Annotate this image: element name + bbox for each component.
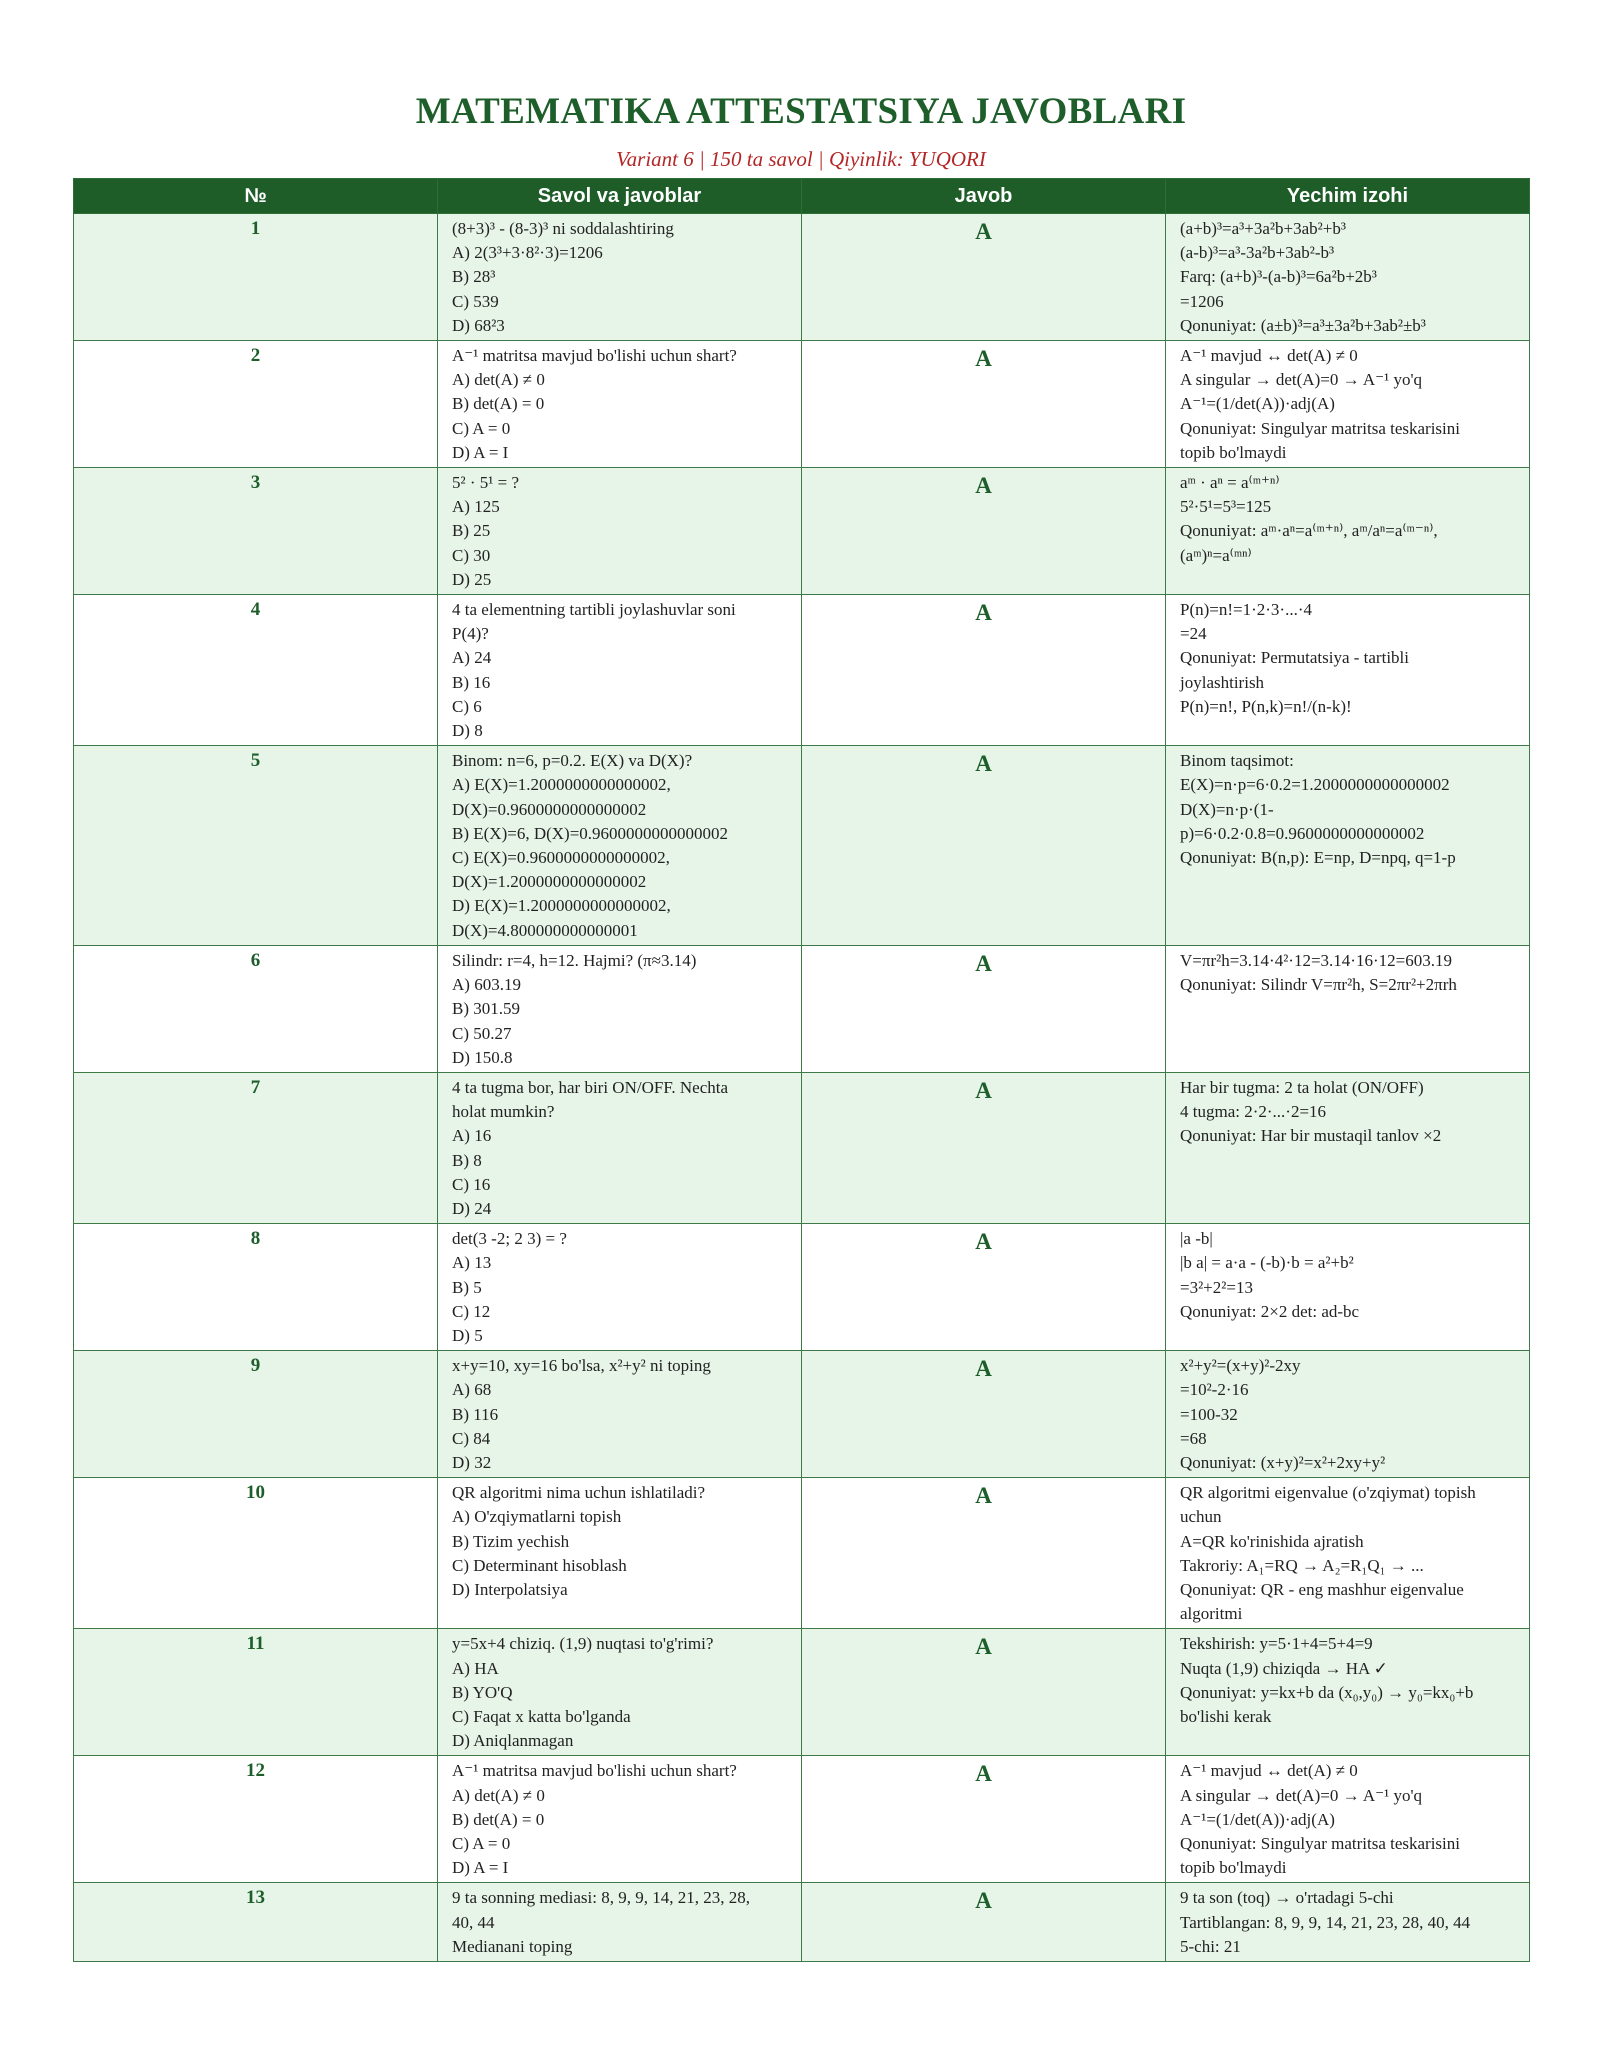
solution-line: Qonuniyat: Permutatsiya - tartibli	[1180, 648, 1409, 668]
solution-line: A⁻¹ mavjud ↔ det(A) ≠ 0	[1180, 346, 1358, 366]
question-number: 2	[74, 341, 438, 468]
question-line: D) Interpolatsiya	[452, 1579, 568, 1599]
solution-line: D(X)=n·p·(1-	[1180, 799, 1274, 819]
question-cell	[438, 1629, 802, 1756]
solution-line: A singular → det(A)=0 → A⁻¹ yo'q	[1180, 1785, 1423, 1805]
question-cell	[438, 945, 802, 1072]
question-line: C) A = 0	[452, 418, 511, 438]
question-line: C) 50.27	[452, 1023, 512, 1043]
answers-table	[73, 178, 1530, 1962]
question-line: B) YO'Q	[452, 1682, 513, 1702]
table-header-row	[74, 179, 1530, 214]
table-row	[74, 214, 1530, 341]
solution-line: P(n)=n!, P(n,k)=n!/(n-k)!	[1180, 696, 1352, 716]
solution-line: A singular → det(A)=0 → A⁻¹ yo'q	[1180, 370, 1423, 390]
question-line: D) 150.8	[452, 1047, 513, 1067]
solution-line: Qonuniyat: Singulyar matritsa teskarisini	[1180, 418, 1460, 438]
solution-line: Tartiblangan: 8, 9, 9, 14, 21, 23, 28, 40, 44	[1180, 1912, 1471, 1932]
solution-line: Qonuniyat: Singulyar matritsa teskarisini	[1180, 1834, 1460, 1853]
page-subtitle: Variant 6 | 150 ta savol | Qiyinlik: YUQORI	[616, 147, 986, 171]
question-line: C) 16	[452, 1174, 491, 1194]
question-number: 7	[74, 1072, 438, 1223]
solution-line: Qonuniyat: aᵐ·aⁿ=a⁽ᵐ⁺ⁿ⁾, aᵐ/aⁿ=a⁽ᵐ⁻ⁿ⁾,	[1180, 521, 1438, 541]
question-text: 9 ta sonning mediasi: 8, 9, 9, 14, 21, 23, 28,	[452, 1888, 750, 1908]
solution-cell	[1166, 1351, 1530, 1478]
question-line: 40, 44	[452, 1912, 495, 1932]
table-row	[74, 1629, 1530, 1756]
solution-cell	[1166, 1224, 1530, 1351]
question-number: 6	[74, 945, 438, 1072]
answer-letter: A	[802, 1629, 1166, 1756]
table-row	[74, 945, 1530, 1072]
question-cell	[438, 468, 802, 595]
solution-line: topib bo'lmaydi	[1180, 442, 1287, 462]
header-solution: Yechim izohi	[1166, 179, 1530, 214]
question-line: A) HA	[452, 1658, 499, 1678]
solution-line: Qonuniyat: (a±b)³=a³±3a²b+3ab²±b³	[1180, 315, 1426, 335]
solution-line: =1206	[1180, 291, 1224, 311]
question-line: A) det(A) ≠ 0	[452, 370, 545, 390]
question-number: 13	[74, 1883, 438, 1962]
question-cell	[438, 1478, 802, 1629]
question-line: D(X)=0.9600000000000002	[452, 799, 647, 819]
question-cell	[438, 1351, 802, 1478]
question-text: Silindr: r=4, h=12. Hajmi? (π≈3.14)	[452, 950, 697, 970]
question-line: D) 24	[452, 1198, 492, 1218]
question-number: 8	[74, 1224, 438, 1351]
solution-cell	[1166, 1756, 1530, 1883]
solution-cell	[1166, 945, 1530, 1072]
solution-line: Farq: (a+b)³-(a-b)³=6a²b+2b³	[1180, 267, 1377, 287]
question-text: x+y=10, xy=16 bo'lsa, x²+y² ni toping	[452, 1356, 711, 1376]
solution-line: =100-32	[1180, 1404, 1238, 1424]
table-row	[74, 1478, 1530, 1629]
question-line: B) 16	[452, 672, 491, 692]
solution-line: (a-b)³=a³-3a²b+3ab²-b³	[1180, 243, 1335, 263]
table-row	[74, 746, 1530, 946]
question-line: C) Determinant hisoblash	[452, 1555, 627, 1575]
solution-line: =10²-2·16	[1180, 1380, 1249, 1400]
solution-line: Tekshirish: y=5·1+4=5+4=9	[1180, 1634, 1373, 1654]
question-line: holat mumkin?	[452, 1102, 555, 1122]
answer-letter: A	[802, 1883, 1166, 1962]
answer-letter: A	[802, 468, 1166, 595]
answer-letter: A	[802, 1224, 1166, 1351]
table-row	[74, 341, 1530, 468]
question-text: det(3 -2; 2 3) = ?	[452, 1229, 567, 1249]
table-row	[74, 1072, 1530, 1223]
answer-letter: A	[802, 945, 1166, 1072]
solution-line: A⁻¹=(1/det(A))·adj(A)	[1180, 394, 1335, 414]
solution-line: V=πr²h=3.14·4²·12=3.14·16·12=603.19	[1180, 950, 1452, 970]
solution-line: (aᵐ)ⁿ=a⁽ᵐⁿ⁾	[1180, 545, 1252, 565]
answer-letter: A	[802, 1351, 1166, 1478]
solution-line: Qonuniyat: Silindr V=πr²h, S=2πr²+2πrh	[1180, 975, 1457, 995]
page-title: MATEMATIKA ATTESTATSIYA JAVOBLARI	[415, 91, 1187, 132]
question-text: (8+3)³ - (8-3)³ ni soddalashtiring	[452, 219, 674, 238]
solution-line: aᵐ · aⁿ = a⁽ᵐ⁺ⁿ⁾	[1180, 473, 1280, 493]
question-line: C) 84	[452, 1428, 491, 1448]
solution-line: Har bir tugma: 2 ta holat (ON/OFF)	[1180, 1077, 1424, 1097]
header-question: Savol va javoblar	[438, 179, 802, 214]
question-line: D) 5	[452, 1325, 483, 1345]
question-line: Medianani toping	[452, 1936, 573, 1956]
table-body	[74, 214, 1530, 1962]
solution-line: Nuqta (1,9) chiziqda → HA ✓	[1180, 1658, 1388, 1678]
question-cell	[438, 1883, 802, 1962]
solution-line: =3²+2²=13	[1180, 1277, 1253, 1297]
question-line: D) Aniqlanmagan	[452, 1731, 574, 1751]
header-number: №	[74, 179, 438, 214]
solution-line: x²+y²=(x+y)²-2xy	[1180, 1356, 1301, 1376]
question-text: QR algoritmi nima uchun ishlatiladi?	[452, 1483, 706, 1503]
question-line: B) 28³	[452, 267, 496, 287]
solution-line: 4 tugma: 2·2·...·2=16	[1180, 1102, 1327, 1122]
question-text: A⁻¹ matritsa mavjud bo'lishi uchun shart?	[452, 346, 737, 366]
answer-letter: A	[802, 746, 1166, 946]
document-page	[73, 84, 1529, 1962]
question-line: D) A = I	[452, 1858, 509, 1878]
solution-line: 5-chi: 21	[1180, 1936, 1241, 1956]
solution-cell	[1166, 1629, 1530, 1756]
question-line: C) E(X)=0.9600000000000002,	[452, 848, 670, 868]
solution-cell	[1166, 214, 1530, 341]
question-cell	[438, 1072, 802, 1223]
question-line: D) 32	[452, 1452, 492, 1472]
question-line: D) 25	[452, 569, 492, 589]
solution-cell	[1166, 1883, 1530, 1962]
solution-line: topib bo'lmaydi	[1180, 1858, 1287, 1878]
solution-line: QR algoritmi eigenvalue (o'zqiymat) topish	[1180, 1483, 1476, 1503]
question-cell	[438, 1224, 802, 1351]
question-number: 12	[74, 1756, 438, 1883]
answer-letter: A	[802, 341, 1166, 468]
question-line: A) 16	[452, 1126, 492, 1146]
table-row	[74, 595, 1530, 746]
question-text: 5² · 5¹ = ?	[452, 473, 519, 493]
question-line: A) E(X)=1.2000000000000002,	[452, 775, 671, 795]
answer-letter: A	[802, 1478, 1166, 1629]
question-line: C) Faqat x katta bo'lganda	[452, 1706, 631, 1726]
solution-line: Qonuniyat: QR - eng mashhur eigenvalue	[1180, 1579, 1464, 1599]
question-cell	[438, 341, 802, 468]
question-number: 9	[74, 1351, 438, 1478]
answer-letter: A	[802, 595, 1166, 746]
solution-line: algoritmi	[1180, 1604, 1243, 1624]
solution-line: E(X)=n·p=6·0.2=1.2000000000000002	[1180, 775, 1450, 795]
question-line: D) E(X)=1.2000000000000002,	[452, 896, 671, 916]
solution-line: p)=6·0.2·0.8=0.9600000000000002	[1180, 823, 1425, 843]
question-line: D(X)=4.800000000000001	[452, 920, 638, 940]
solution-cell	[1166, 595, 1530, 746]
question-line: A) 125	[452, 497, 500, 517]
table-row	[74, 1756, 1530, 1883]
question-line: B) Tizim yechish	[452, 1531, 570, 1551]
solution-line: Qonuniyat: (x+y)²=x²+2xy+y²	[1180, 1452, 1386, 1472]
solution-cell	[1166, 746, 1530, 946]
question-line: A) 2(3³+3·8²·3)=1206	[452, 243, 603, 263]
question-cell	[438, 214, 802, 341]
question-line: A) 13	[452, 1253, 492, 1273]
question-line: C) A = 0	[452, 1834, 511, 1853]
question-line: B) 116	[452, 1404, 499, 1424]
answer-letter: A	[802, 1756, 1166, 1883]
question-line: B) 8	[452, 1150, 482, 1170]
solution-cell	[1166, 1072, 1530, 1223]
table-row	[74, 468, 1530, 595]
solution-line: Qonuniyat: 2×2 det: ad-bc	[1180, 1301, 1360, 1321]
question-line: A) 68	[452, 1380, 492, 1400]
question-line: A) O'zqiymatlarni topish	[452, 1507, 622, 1527]
question-line: A) 24	[452, 648, 492, 668]
solution-cell	[1166, 1478, 1530, 1629]
solution-cell	[1166, 468, 1530, 595]
solution-line: Qonuniyat: B(n,p): E=np, D=npq, q=1-p	[1180, 848, 1456, 868]
header-answer: Javob	[802, 179, 1166, 214]
solution-line: Qonuniyat: Har bir mustaqil tanlov ×2	[1180, 1126, 1442, 1146]
table-row	[74, 1883, 1530, 1962]
question-line: C) 539	[452, 291, 499, 311]
solution-line: A⁻¹ mavjud ↔ det(A) ≠ 0	[1180, 1761, 1358, 1781]
question-text: 4 ta elementning tartibli joylashuvlar soni	[452, 600, 736, 620]
question-number: 10	[74, 1478, 438, 1629]
question-line: B) E(X)=6, D(X)=0.9600000000000002	[452, 823, 729, 843]
solution-line: Qonuniyat: y=kx+b da (x₀,y₀) → y₀=kx₀+b	[1180, 1682, 1474, 1702]
solution-line: uchun	[1180, 1507, 1222, 1527]
question-line: B) 25	[452, 521, 491, 541]
table-row	[74, 1351, 1530, 1478]
question-number: 11	[74, 1629, 438, 1756]
question-line: C) 30	[452, 545, 491, 565]
question-number: 5	[74, 746, 438, 946]
solution-line: (a+b)³=a³+3a²b+3ab²+b³	[1180, 219, 1346, 238]
solution-line: A⁻¹=(1/det(A))·adj(A)	[1180, 1809, 1335, 1829]
question-line: C) 6	[452, 696, 482, 716]
solution-line: 9 ta son (toq) → o'rtadagi 5-chi	[1180, 1888, 1394, 1908]
question-cell	[438, 595, 802, 746]
question-line: B) det(A) = 0	[452, 394, 545, 414]
question-line: A) 603.19	[452, 975, 521, 995]
question-cell	[438, 1756, 802, 1883]
question-text: A⁻¹ matritsa mavjud bo'lishi uchun shart?	[452, 1761, 737, 1781]
question-line: C) 12	[452, 1301, 491, 1321]
question-line: P(4)?	[452, 624, 489, 644]
question-line: A) det(A) ≠ 0	[452, 1785, 545, 1805]
solution-line: A=QR ko'rinishida ajratish	[1180, 1531, 1364, 1551]
solution-line: Binom taqsimot:	[1180, 751, 1294, 771]
question-line: D) A = I	[452, 442, 509, 462]
question-number: 4	[74, 595, 438, 746]
question-text: y=5x+4 chiziq. (1,9) nuqtasi to'g'rimi?	[452, 1634, 714, 1654]
solution-line: |a -b|	[1180, 1229, 1213, 1249]
question-line: D(X)=1.2000000000000002	[452, 872, 647, 892]
question-number: 3	[74, 468, 438, 595]
question-line: B) det(A) = 0	[452, 1809, 545, 1829]
question-line: B) 5	[452, 1277, 482, 1297]
solution-line: bo'lishi kerak	[1180, 1706, 1272, 1726]
answer-letter: A	[802, 1072, 1166, 1223]
question-cell	[438, 746, 802, 946]
solution-line: |b a| = a·a - (-b)·b = a²+b²	[1180, 1253, 1354, 1273]
solution-line: =68	[1180, 1428, 1207, 1448]
question-line: D) 68²3	[452, 315, 505, 335]
question-text: Binom: n=6, p=0.2. E(X) va D(X)?	[452, 751, 693, 771]
solution-line: =24	[1180, 624, 1207, 644]
solution-line: joylashtirish	[1180, 672, 1265, 692]
question-line: B) 301.59	[452, 999, 520, 1019]
table-row	[74, 1224, 1530, 1351]
question-line: D) 8	[452, 721, 483, 741]
question-text: 4 ta tugma bor, har biri ON/OFF. Nechta	[452, 1077, 729, 1097]
solution-line: Takroriy: A₁=RQ → A₂=R₁Q₁ → ...	[1180, 1555, 1424, 1575]
solution-line: P(n)=n!=1·2·3·...·4	[1180, 600, 1313, 620]
answer-letter: A	[802, 214, 1166, 341]
question-number: 1	[74, 214, 438, 341]
solution-line: 5²·5¹=5³=125	[1180, 497, 1272, 517]
solution-cell	[1166, 341, 1530, 468]
